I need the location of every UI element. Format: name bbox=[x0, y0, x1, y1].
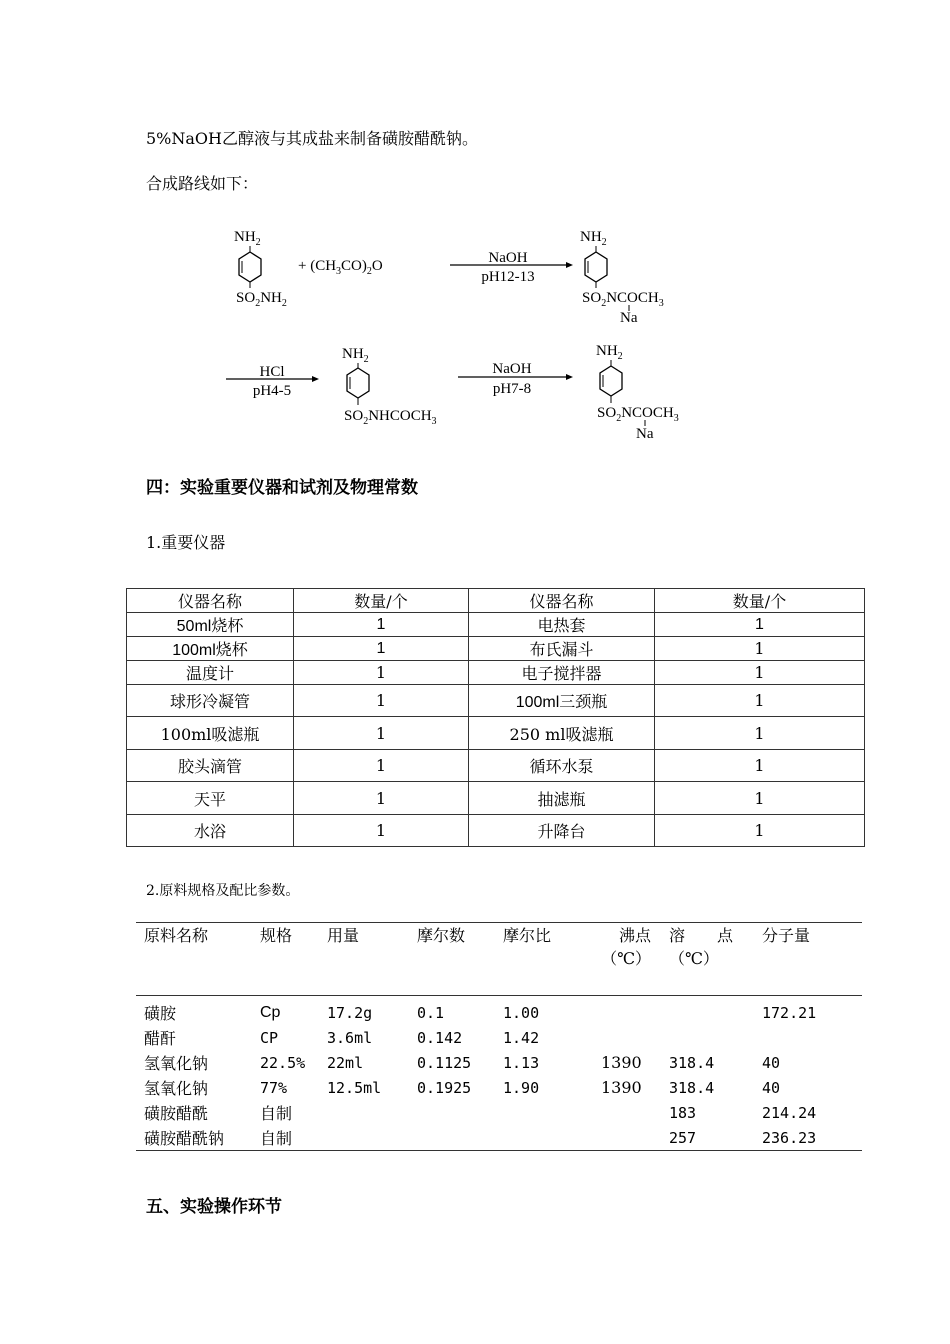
table-cell: 1.13 bbox=[503, 1053, 540, 1072]
table-cell: 1 bbox=[655, 637, 865, 661]
svg-text:HCl: HCl bbox=[259, 364, 285, 380]
reaction-arrow-1 bbox=[450, 250, 573, 285]
table-cell bbox=[495, 1125, 593, 1151]
table-cell: 电子搅拌器 bbox=[469, 661, 655, 685]
table-cell bbox=[593, 1025, 661, 1050]
sulfacetamide-structure bbox=[342, 346, 437, 427]
header-cell: 仪器名称 bbox=[127, 589, 294, 613]
reaction-arrow-2 bbox=[226, 364, 319, 399]
table-cell: 318.4 bbox=[669, 1053, 715, 1072]
table-cell: 1 bbox=[655, 750, 865, 782]
svg-text:NaOH: NaOH bbox=[488, 250, 528, 266]
table-cell: 12.5ml bbox=[327, 1078, 382, 1097]
table-row bbox=[127, 637, 865, 661]
table-cell bbox=[319, 1125, 409, 1151]
svg-text:pH4-5: pH4-5 bbox=[252, 383, 292, 399]
table-cell: 1390 bbox=[601, 1078, 642, 1097]
table-cell: 250 ml吸滤瓶 bbox=[469, 717, 655, 750]
section-4-title: 四：实验重要仪器和试剂及物理常数 bbox=[146, 478, 418, 498]
table-cell: 1.00 bbox=[503, 1003, 540, 1022]
table-cell: 磺胺醋酰钠 bbox=[136, 1125, 252, 1151]
table-cell: 1 bbox=[655, 717, 865, 750]
header-cell: 分子量 bbox=[754, 923, 862, 996]
table-cell: 1 bbox=[294, 637, 469, 661]
so2nh2-label: $SO_2NH_2$ bbox=[236, 290, 287, 309]
sodium-salt-structure-2 bbox=[596, 343, 679, 442]
table-cell: 1.42 bbox=[503, 1028, 540, 1047]
table-cell bbox=[661, 1025, 754, 1050]
svg-text:NH2: $NH_2$ bbox=[342, 346, 369, 365]
table-row bbox=[127, 661, 865, 685]
table-cell bbox=[495, 1100, 593, 1125]
header-cell: 摩尔比 bbox=[495, 923, 593, 996]
table-row bbox=[136, 1050, 862, 1075]
table-cell: 1 bbox=[655, 685, 865, 717]
svg-text:NH2: $NH_2$ bbox=[580, 229, 607, 248]
table-cell: 循环水泵 bbox=[469, 750, 655, 782]
subsection-2-title: 2.原料规格及配比参数。 bbox=[146, 883, 300, 899]
table-cell: 1 bbox=[294, 661, 469, 685]
table-cell: 1 bbox=[294, 685, 469, 717]
table-cell: 318.4 bbox=[669, 1078, 715, 1097]
table-cell: 77% bbox=[260, 1078, 288, 1097]
table-cell: 17.2g bbox=[327, 1003, 373, 1022]
table-row bbox=[136, 1125, 862, 1151]
reaction-arrow-3 bbox=[458, 361, 573, 397]
table-cell: 100ml三颈瓶 bbox=[469, 685, 655, 717]
table-row bbox=[127, 750, 865, 782]
table-cell: 172.21 bbox=[762, 1003, 817, 1022]
table-cell bbox=[593, 1125, 661, 1151]
table-cell: 氢氧化钠 bbox=[144, 1054, 209, 1073]
header-cell: 原料名称 bbox=[136, 923, 252, 996]
table-cell bbox=[319, 1100, 409, 1125]
table-cell: 电热套 bbox=[469, 613, 655, 637]
header-cell: 摩尔数 bbox=[409, 923, 495, 996]
sulfanilamide-structure bbox=[234, 229, 287, 309]
synthesis-scheme bbox=[0, 215, 950, 455]
table-cell: 50ml烧杯 bbox=[127, 613, 294, 637]
table-row bbox=[136, 1100, 862, 1125]
table-cell: 100ml吸滤瓶 bbox=[127, 717, 294, 750]
table-cell: 球形冷凝管 bbox=[127, 685, 294, 717]
table-cell: 257 bbox=[661, 1125, 754, 1151]
table-row bbox=[127, 613, 865, 637]
table-cell: 1 bbox=[655, 613, 865, 637]
table-cell: 1 bbox=[294, 717, 469, 750]
table-cell bbox=[409, 1100, 495, 1125]
table-cell: 温度计 bbox=[127, 661, 294, 685]
table-cell bbox=[661, 996, 754, 1026]
svg-text:SO2NHCOCH3: $SO_2NHCOCH_3$ bbox=[344, 408, 437, 427]
table-row bbox=[127, 717, 865, 750]
header-cell: 沸点（℃） bbox=[593, 923, 661, 996]
table-cell: 0.1125 bbox=[417, 1053, 472, 1072]
table-cell: 磺胺 bbox=[144, 1004, 177, 1023]
subsection-1-title: 1.重要仪器 bbox=[146, 533, 226, 552]
svg-text:NaOH: NaOH bbox=[492, 361, 532, 377]
table-cell bbox=[754, 1025, 862, 1050]
table-row bbox=[136, 1075, 862, 1100]
svg-text:NH2: $NH_2$ bbox=[596, 343, 623, 362]
header-cell: 仪器名称 bbox=[469, 589, 655, 613]
table-cell: 40 bbox=[762, 1053, 781, 1072]
table-cell: 磺胺醋酰 bbox=[144, 1104, 209, 1123]
table-cell: 214.24 bbox=[762, 1103, 817, 1122]
table-cell: 自制 bbox=[252, 1125, 319, 1151]
svg-text:pH12-13: pH12-13 bbox=[481, 269, 535, 285]
table-cell bbox=[409, 1125, 495, 1151]
acetic-anhydride-label: + $(CH_3CO)_2O$ bbox=[298, 258, 383, 277]
table-cell: 1 bbox=[294, 815, 469, 847]
svg-text:pH7-8: pH7-8 bbox=[492, 381, 532, 397]
table-cell: 胶头滴管 bbox=[127, 750, 294, 782]
material-table bbox=[136, 922, 862, 1151]
section-5-title: 五、实验操作环节 bbox=[146, 1197, 282, 1217]
table-row bbox=[127, 782, 865, 815]
svg-text:SO2NCOCH3: $SO_2NCOCH_3$ bbox=[582, 290, 664, 309]
table-cell: 1 bbox=[655, 815, 865, 847]
table-cell: 1 bbox=[655, 661, 865, 685]
instrument-table bbox=[126, 588, 865, 847]
table-row bbox=[136, 1025, 862, 1050]
table-cell: 0.1925 bbox=[417, 1078, 472, 1097]
table-cell: 1 bbox=[655, 782, 865, 815]
table-header-row bbox=[127, 589, 865, 613]
intro-line: 5%NaOH乙醇液与其成盐来制备磺胺醋酰钠。 bbox=[146, 129, 478, 148]
table-cell: 183 bbox=[669, 1103, 697, 1122]
table-cell: 天平 bbox=[127, 782, 294, 815]
table-cell: 100ml烧杯 bbox=[127, 637, 294, 661]
table-cell bbox=[593, 996, 661, 1026]
svg-text:Na: Na bbox=[636, 426, 654, 442]
svg-text:SO2NCOCH3: $SO_2NCOCH_3$ bbox=[597, 405, 679, 424]
header-cell: 用量 bbox=[319, 923, 409, 996]
svg-text:Na: Na bbox=[620, 310, 638, 326]
table-row bbox=[136, 996, 862, 1026]
table-cell: 1 bbox=[294, 782, 469, 815]
table-cell: 抽滤瓶 bbox=[469, 782, 655, 815]
header-cell: 规格 bbox=[252, 923, 319, 996]
table-cell: 氢氧化钠 bbox=[144, 1079, 209, 1098]
table-cell bbox=[593, 1100, 661, 1125]
table-cell: 236.23 bbox=[754, 1125, 862, 1151]
table-row bbox=[127, 685, 865, 717]
table-cell: 3.6ml bbox=[327, 1028, 373, 1047]
table-cell: Cp bbox=[260, 1003, 281, 1021]
table-cell: 1.90 bbox=[503, 1078, 540, 1097]
sodium-salt-structure-1 bbox=[580, 229, 664, 326]
route-label: 合成路线如下： bbox=[146, 174, 259, 193]
table-cell: 水浴 bbox=[127, 815, 294, 847]
table-cell: 22ml bbox=[327, 1053, 364, 1072]
table-cell: 自制 bbox=[260, 1104, 293, 1123]
table-row bbox=[127, 815, 865, 847]
header-cell: 数量/个 bbox=[294, 589, 469, 613]
table-header-row bbox=[136, 923, 862, 996]
table-cell: 醋酐 bbox=[144, 1029, 177, 1048]
header-cell: 数量/个 bbox=[655, 589, 865, 613]
material-table-wrapper bbox=[136, 922, 862, 1151]
table-cell: 1 bbox=[294, 613, 469, 637]
table-cell: 1390 bbox=[601, 1053, 642, 1072]
table-cell: 1 bbox=[294, 750, 469, 782]
table-cell: 0.142 bbox=[417, 1028, 463, 1047]
table-cell: 40 bbox=[762, 1078, 781, 1097]
table-cell: 0.1 bbox=[417, 1003, 445, 1022]
table-cell: 22.5% bbox=[260, 1053, 306, 1072]
header-cell: 溶 点（℃） bbox=[661, 923, 754, 996]
table-cell: 布氏漏斗 bbox=[469, 637, 655, 661]
table-cell: CP bbox=[260, 1028, 279, 1047]
nh2-label: $NH_2$ bbox=[234, 229, 261, 248]
table-cell: 升降台 bbox=[469, 815, 655, 847]
